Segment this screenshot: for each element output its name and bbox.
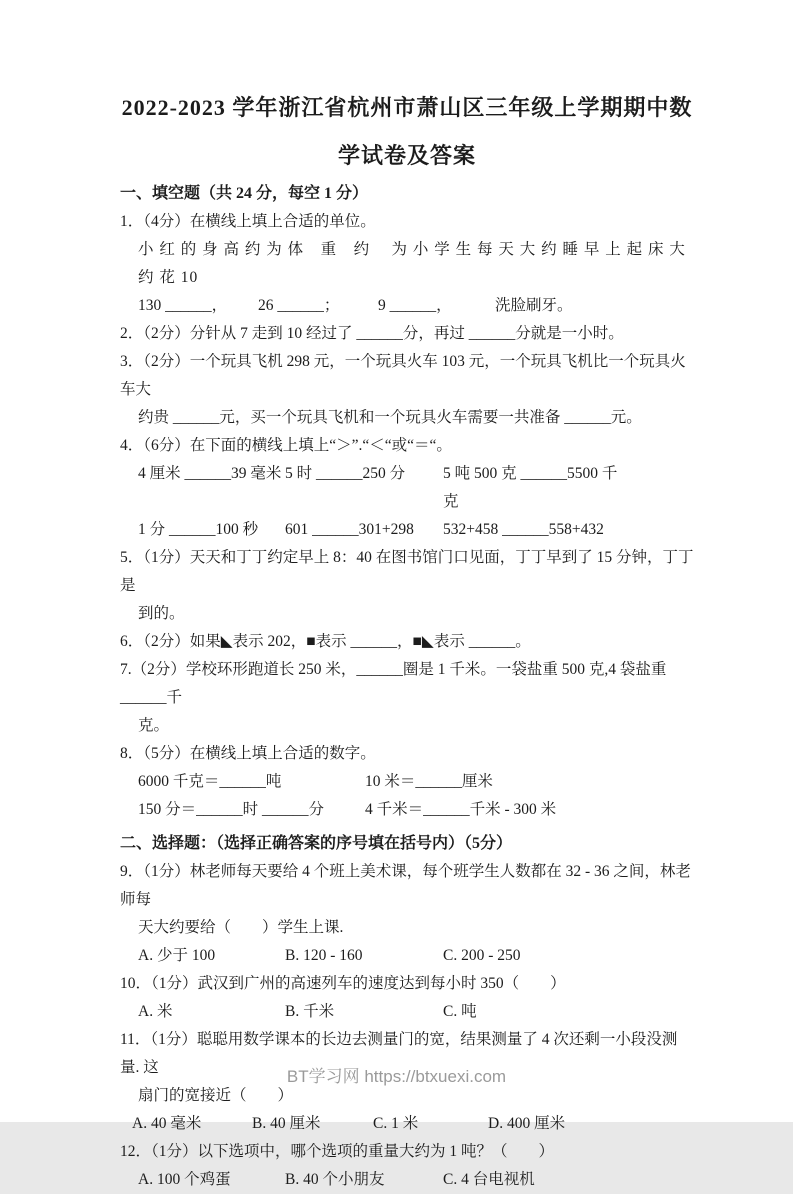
question-9-text-cont: 天大约要给（ ）学生上课.	[138, 919, 344, 936]
question-5	[120, 544, 694, 628]
question-3	[120, 348, 694, 432]
option-c: C. 4 台电视机	[443, 1171, 535, 1188]
option-a: A. 100 个鸡蛋	[138, 1171, 231, 1188]
question-10	[120, 970, 694, 1026]
option-b: B. 40 个小朋友	[285, 1171, 385, 1188]
question-12-options	[120, 1166, 694, 1194]
question-7	[120, 656, 694, 740]
fill-item: 4 千米＝______千米 - 300 米	[365, 801, 557, 818]
question-7-text: 7.（2分）学校环形跑道长 250 米，______圈是 1 千米。一袋盐重 500 克,4 袋盐重 ______千	[120, 661, 671, 706]
question-1	[120, 208, 694, 320]
option-b: B. 40 厘米	[252, 1115, 321, 1132]
question-5-text-cont: 到的。	[138, 605, 185, 622]
question-12	[120, 1138, 694, 1194]
compare-item-line2: 克	[443, 493, 459, 510]
blank-field: 26 ______；	[258, 297, 340, 314]
question-1-text: 1．（4分）在横线上填上合适的单位。	[120, 213, 376, 230]
question-6-text: 6．（2分）如果◣表示 202，■表示 ______，■◣表示 ______。	[120, 633, 531, 650]
fill-item: 6000 千克＝______吨	[138, 773, 282, 790]
question-2-text: 2．（2分）分针从 7 走到 10 经过了 ______分，再过 ______分就是一小时。	[120, 325, 624, 342]
fill-item: 150 分＝______时 ______分	[138, 801, 325, 818]
question-2	[120, 320, 694, 348]
compare-item: 5 时 ______250 分	[285, 465, 406, 482]
option-d: D. 400 厘米	[488, 1115, 566, 1132]
question-8-text: 8．（5分）在横线上填上合适的数字。	[120, 745, 376, 762]
question-1-blanks-row	[120, 292, 694, 320]
page-title: 2022-2023 学年浙江省杭州市萧山区三年级上学期期中数学试卷及答案	[121, 95, 693, 168]
option-c: C. 1 米	[373, 1115, 419, 1132]
blank-field: 130 ______，	[138, 297, 228, 314]
option-c: C. 吨	[443, 1003, 477, 1020]
option-b: B. 千米	[285, 1003, 335, 1020]
question-4	[120, 432, 694, 544]
option-b: B. 120 - 160	[285, 947, 363, 964]
option-c: C. 200 - 250	[443, 947, 521, 964]
question-9-text: 9．（1分）林老师每天要给 4 个班上美术课，每个班学生人数都在 32 - 36 之间，林老师每	[120, 863, 691, 908]
blank-field: 洗脸刷牙。	[495, 297, 573, 314]
fill-item: 10 米＝______厘米	[365, 773, 493, 790]
compare-item: 532+458 ______558+432	[443, 521, 604, 538]
option-a: A. 米	[138, 1003, 173, 1020]
question-8	[120, 740, 694, 824]
compare-item: 4 厘米 ______39 毫米	[138, 465, 282, 482]
question-4-text: 4．（6分）在下面的横线上填上“＞”.“＜“或“＝“。	[120, 437, 452, 454]
question-9-options	[120, 942, 694, 970]
question-11-text: 11．（1分）聪聪用数学课本的长边去测量门的宽，结果测量了 4 次还剩一小段没测量. 这	[120, 1031, 678, 1076]
question-11-options	[120, 1110, 694, 1138]
compare-item: 601 ______301+298	[285, 521, 414, 538]
exam-content	[120, 84, 694, 1194]
option-a: A. 40 毫米	[132, 1115, 202, 1132]
question-8-fill-row-1	[120, 768, 694, 796]
section1-heading: 一、填空题（共 24 分，每空 1 分）	[120, 185, 369, 202]
compare-item-line1: 5 吨 500 克 ______5500 千	[443, 465, 618, 482]
compare-item: 1 分 ______100 秒	[138, 521, 259, 538]
watermark-footer: BT学习网 https://btxuexi.com	[286, 1067, 507, 1086]
section2-heading: 二、选择题：（选择正确答案的序号填在括号内）（5分）	[120, 835, 513, 852]
question-5-text: 5．（1分）天天和丁丁约定早上 8：40 在图书馆门口见面，丁丁早到了 15 分钟，丁丁是	[120, 549, 694, 594]
question-12-text: 12．（1分）以下选项中，哪个选项的重量大约为 1 吨？（ ）	[120, 1143, 555, 1160]
question-4-compare-row-2	[120, 516, 694, 544]
question-6	[120, 628, 694, 656]
question-1-units-line: 小 红 的 身 高 约 为 体 重 约 为 小 学 生 每 天 大 约 睡 早 上 起 床 大 约 花 10	[138, 241, 691, 286]
blank-field: 9 ______，	[378, 297, 452, 314]
question-3-text: 3．（2分）一个玩具飞机 298 元，一个玩具火车 103 元，一个玩具飞机比一个玩具火车大	[120, 353, 686, 398]
compare-item	[443, 460, 694, 516]
question-7-text-cont: 克。	[138, 717, 170, 734]
question-11-text-cont: 扇门的宽接近（ ）	[138, 1087, 294, 1104]
question-9	[120, 858, 694, 970]
question-3-text-cont: 约贵 ______元，买一个玩具飞机和一个玩具火车需要一共准备 ______元。	[138, 409, 642, 426]
question-10-text: 10．（1分）武汉到广州的高速列车的速度达到每小时 350（ ）	[120, 975, 566, 992]
question-8-fill-row-2	[120, 796, 694, 824]
question-10-options	[120, 998, 694, 1026]
option-a: A. 少于 100	[138, 947, 216, 964]
question-4-compare-row-1	[120, 460, 694, 516]
